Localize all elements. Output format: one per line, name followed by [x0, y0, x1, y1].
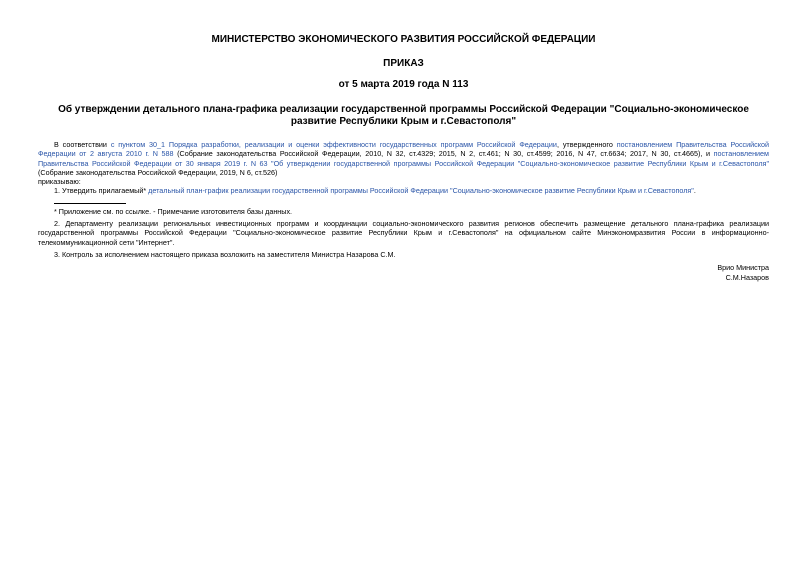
order-word: приказываю:	[38, 177, 81, 187]
ministry-heading: МИНИСТЕРСТВО ЭКОНОМИЧЕСКОГО РАЗВИТИЯ РОССИЙСКОЙ ФЕДЕРАЦИИ	[211, 34, 596, 45]
item-3: 3. Контроль за исполнением настоящего приказа возложить на заместителя Министра Назарова С.М.	[54, 249, 396, 259]
signature-name: С.М.Назаров	[725, 273, 769, 283]
document-title: Об утверждении детального плана-графика реализации государственной программы Российской Федерации "Социально-экономическое развитие Республики Крым и г.Севастополя"	[58, 104, 749, 127]
link-resolution-63-title[interactable]: "Об утверждении государственной программы Российской Федерации "Социально-экономическое развитие Республики Крым и г.Севастополя"	[267, 158, 769, 168]
footnote-divider	[54, 203, 126, 204]
signature-block	[38, 263, 769, 283]
date-number-heading: от 5 марта 2019 года N 113	[338, 79, 469, 90]
item-1-text: 1. Утвердить прилагаемый*	[54, 186, 149, 196]
preamble-text-3: (Собрание законодательства Российской Федерации, 2010, N 32, ст.4329; 2015, N 2, ст.461; N 30, ст.4599; 2016, N 47, ст.6634; 2017, N 30, ст.4665), и	[173, 149, 714, 159]
link-procedure-30-1[interactable]: с пунктом 30_1 Порядка разработки, реализации и оценки эффективности государственных программ Российской Федерации	[110, 140, 557, 149]
item-1-end: .	[693, 186, 696, 196]
preamble-text-5: (Собрание законодательства Российской Федерации, 2019, N 6, ст.526)	[38, 167, 278, 177]
link-resolution-63[interactable]: постановлением Правительства Российской Федерации от 30 января 2019 г. N 63	[38, 149, 769, 168]
item-1	[38, 186, 769, 195]
preamble-paragraph	[38, 140, 769, 177]
footnote: * Приложение см. по ссылке. - Примечание изготовителя базы данных.	[54, 206, 293, 216]
preamble-text-1: В соответствии	[54, 140, 111, 149]
link-resolution-588[interactable]: постановлением Правительства Российской Федерации от 2 августа 2010 г. N 588	[38, 140, 769, 159]
signature-position: Врио Министра	[717, 263, 769, 273]
item-2: 2. Департаменту реализации региональных инвестиционных программ и координации социально-экономического развития регионов обеспечить размещение детального плана-графика реализации государственной программы Российской Федерации "Социально-экономическое развитие Республики Крым и г.Севастополя" на официальном сайте Минэкономразвития России в информационно-телекоммуникационной сети "Интернет".	[38, 219, 769, 247]
doc-type-heading: ПРИКАЗ	[383, 58, 424, 69]
preamble-text-2: , утвержденного	[556, 140, 617, 149]
link-detailed-plan[interactable]: детальный план-график реализации государственной программы Российской Федерации "Социально-экономическое развитие Республики Крым и г.Севастополя"	[148, 186, 694, 196]
